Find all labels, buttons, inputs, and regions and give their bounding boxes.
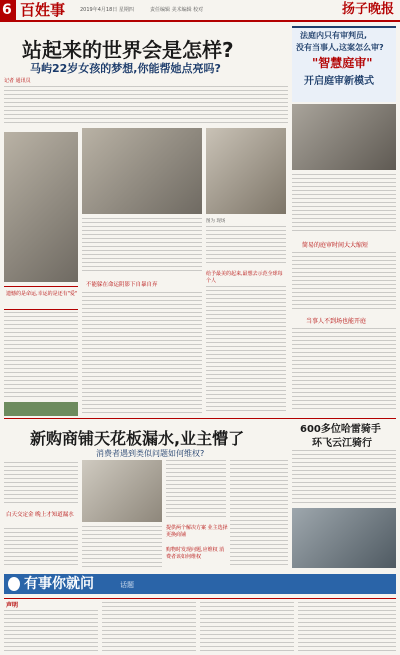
riders-headline-2: 环飞云江骑行 <box>312 438 372 449</box>
main-subhead-1: 遗憾的是命运,幸运的是还有"爱" <box>6 291 78 297</box>
shop-col3-text-a <box>166 460 226 520</box>
shop-col1-text-a <box>4 462 78 506</box>
page-number: 6 <box>2 2 12 18</box>
main-photo-left <box>4 132 78 282</box>
shop-subhead-1: 白天交定金 晚上才知道漏水 <box>6 512 74 518</box>
main-lead-text <box>4 86 288 126</box>
newspaper-logo: 扬子晚报 <box>341 2 394 17</box>
main-col1-text <box>4 312 78 398</box>
side-headline-2: 没有当事人,这案怎么审? <box>296 43 384 52</box>
main-byline: 记者 通讯员 <box>4 78 31 84</box>
banner-icon <box>8 577 20 591</box>
side-text-b <box>292 252 396 310</box>
page-header <box>0 0 400 22</box>
shop-col1-text-b <box>4 528 78 568</box>
editor-line: 责任编辑 美术编辑 校对 <box>150 7 204 13</box>
shop-subheadline: 消费者遇到类似问题如何维权? <box>96 449 205 458</box>
footer-col-2 <box>102 602 196 652</box>
riders-text <box>292 450 396 504</box>
shop-col4-text <box>230 460 288 568</box>
footer-notice-label: 声明 <box>6 602 19 609</box>
side-subhead-2: 当事人不到场也能开庭 <box>306 318 367 325</box>
side-subhead-1: 简易的庭审时间大大缩短 <box>302 242 369 249</box>
date-line: 2019年4月18日 星期四 <box>80 7 134 13</box>
side-headline-1: 法庭内只有审判员, <box>300 31 368 40</box>
shop-subhead-2: 提供两个解决方案 业主选择更换商铺 <box>166 525 228 538</box>
main-photo-center <box>82 128 202 214</box>
main-subheadline: 马屿22岁女孩的梦想,你能帮她点亮吗? <box>30 62 221 75</box>
main-subhead-2: 不能躲在命运阴影下自暴自弃 <box>86 282 158 288</box>
main-col2-text-b <box>82 292 202 414</box>
main-subhead-3: 给予最美的起来,最想去示范全球每个人 <box>206 271 283 284</box>
footer-col-4 <box>298 602 396 652</box>
section-title: 百姓事 <box>20 1 66 19</box>
main-photo-small <box>4 402 78 416</box>
side-text-a <box>292 174 396 234</box>
main-col2-text-a <box>82 218 202 274</box>
banner-tag: 话题 <box>120 581 134 589</box>
main-headline: 站起来的世界会是怎样? <box>22 38 234 62</box>
side-photo <box>292 104 396 170</box>
riders-photo <box>292 508 396 568</box>
banner-title: 有事你就问 <box>24 576 94 592</box>
shop-headline: 新购商铺天花板漏水,业主懵了 <box>30 429 245 448</box>
side-headline-4: 开启庭审新模式 <box>304 76 374 87</box>
main-caption: 图为 现场 <box>206 219 226 224</box>
side-headline-3: "智慧庭审" <box>312 56 373 70</box>
main-photo-right <box>206 128 286 214</box>
shop-subhead-3: 购物时发现问题,应维权 消费者该如何维权 <box>166 547 225 560</box>
section-divider <box>4 418 396 419</box>
footer-col-1 <box>4 610 98 652</box>
footer-col-3 <box>200 602 294 652</box>
shop-photo <box>82 460 162 522</box>
main-col3-text-a <box>206 226 286 266</box>
side-text-c <box>292 328 396 410</box>
riders-headline-1: 600多位哈雷骑手 <box>300 424 381 435</box>
shop-col2-text <box>82 526 162 568</box>
main-col3-text-b <box>206 286 286 414</box>
